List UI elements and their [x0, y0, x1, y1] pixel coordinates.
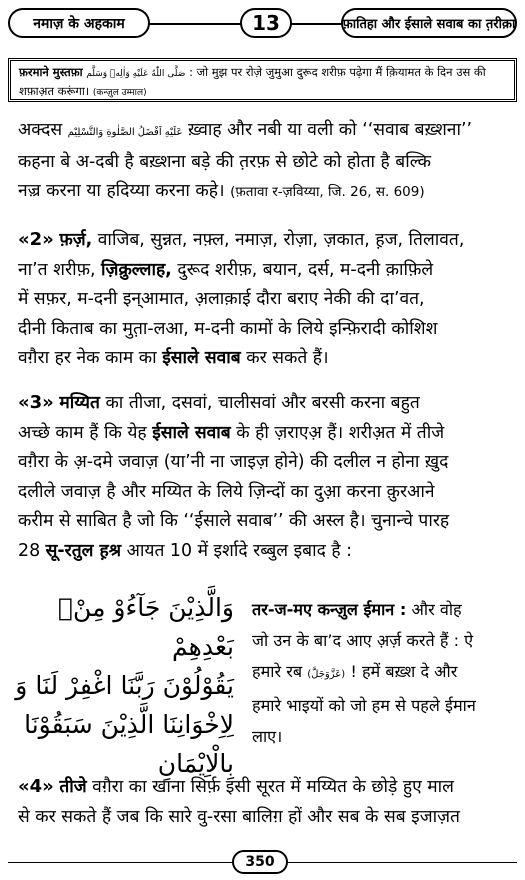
para2-line4: दीनी किताब का मुत़ा-लआ, म-दनी कामों के लिये इन्फ़िरादी कोशिश — [18, 318, 438, 339]
header-rule-right — [290, 23, 343, 25]
paragraph-1 — [18, 116, 508, 208]
para2-line3: में सफ़र, म-दनी इन्आमात, अ़लाक़ाई दौरा बराए नेकी की दा’वत, — [18, 289, 425, 310]
para3-number: «3» — [18, 392, 54, 413]
hadith-source: (कन्ज़ुल उम्माल) — [92, 88, 147, 98]
hadith-text: : जो मुझ पर रोज़े जुमुआ दुरूद शरीफ़ पढ़ेगा मैं क़ियामत के दिन उस की शफ़ाअ़त करूंगा। — [19, 65, 486, 98]
para1-reference: (फ़तावा र-ज़विय्या, जि. 26, स. 609) — [230, 184, 425, 201]
hadith-label: फ़रमाने मुस्तफ़ा — [19, 65, 83, 79]
para2-number: «2» — [18, 229, 54, 250]
para2-bold-3: ईसाले सवाब — [162, 348, 241, 369]
translation-honorific: (عَزَّوَجَلَّ) — [307, 669, 346, 680]
page-header — [8, 8, 517, 40]
para3-line6b: आयत 10 में इर्शादे रब्बुल इबाद है : — [126, 540, 352, 561]
para1-line2: कहना बे अ-दबी है बख़्शना बड़े की त़रफ़ से छोटे को होता है बल्कि — [18, 151, 431, 172]
quran-line-2: يَقُوْلُوْنَ رَبَّنَا اغْفِرْ لَنَا وَ — [15, 671, 234, 700]
para3-line2b: के ही ज़राएअ़ हैं। शरीअ़त में तीजे — [236, 422, 445, 443]
para3-line1: का तीजा, दसवां, चालीसवां और बरसी करना बहुत — [105, 393, 420, 413]
para3-line5: करीम से साबित है जो कि ‘‘ईसाले सवाब’’ की अस्ल है। चुनान्चे पारह — [18, 511, 450, 532]
para3-line3: वग़ैरा के अ़-दमे जवाज़ (या’नी ना जाइज़ होने) की दलील न होना ख़ुद — [18, 452, 449, 473]
para4-line2: से कर सकते हैं जब कि सारे वु-रसा बालिग़ हों और सब के सब इजाज़त — [18, 806, 460, 827]
para3-line2a: अच्छे काम हैं कि येह — [18, 422, 147, 443]
quran-line-1: وَالَّذِيْنَ جَآءُوْ مِنْۢ بَعْدِهِمْ — [58, 593, 234, 661]
para1-word: अक्दस — [18, 120, 63, 140]
para2-bold-2: ज़िक्रुल्लाह, — [101, 259, 172, 280]
para3-bold-1: मय्यित — [59, 393, 100, 413]
para2-line2b: दुरूद शरीफ़, बयान, दर्स, म-दनी क़ाफ़िले — [177, 259, 434, 280]
translation-line1: और वोह — [411, 600, 462, 619]
paragraph-4 — [18, 772, 508, 832]
quran-line-4: بِالْاِيْمَانِ — [157, 749, 234, 778]
translation-label: तर-ज-मए कन्ज़ुल ईमान : — [252, 600, 407, 619]
chapter-title: फ़ातिहा और ईसाले सवाब का त़रीक़ा — [341, 8, 517, 38]
para4-line1: वग़ैरा का खाना सिर्फ़ इसी सूरत में मय्यित के छोड़े हुए माल — [92, 777, 454, 797]
para3-line6a: 28 — [18, 540, 41, 561]
para4-number: «4» — [18, 776, 54, 797]
para2-bold-1: फ़र्ज़, — [59, 230, 93, 250]
para3-bold-2: ईसाले सवाब — [152, 422, 231, 443]
book-title: नमाज़ के अहकाम — [8, 8, 150, 38]
hadith-salutation: صَلَّى اللّٰهُ عَلَيْهِ وَاٰلِهٖ وَسَلَّم — [86, 69, 186, 79]
para1-salutation: عَلَيْهِ اَفْضَلُ الصَّلٰوةِ وَالتَّسْلِيْم — [67, 127, 183, 138]
para2-line5a: वग़ैरा हर नेक काम का — [18, 348, 157, 369]
para2-line2a: ना’त शरीफ़, — [18, 259, 96, 280]
header-rule-left — [148, 23, 242, 25]
hadith-box — [8, 58, 517, 102]
translation-line3a: हमारे रब — [252, 662, 303, 681]
para2-line1: वाजिब, सुन्नत, नफ़्ल, नमाज़, रोज़ा, ज़कात, ह़ज, तिलावत, — [97, 230, 465, 250]
quran-line-3: لِاِخْوَانِنَا الَّذِيْنَ سَبَقُوْنَا — [24, 710, 234, 739]
translation — [252, 594, 510, 752]
para3-line4: दलीले जवाज़ है और मय्यित के लिये ज़िन्दों का दुआ़ करना क़ुरआने — [18, 481, 435, 502]
para4-bold-1: तीजे — [59, 777, 87, 797]
paragraph-2 — [18, 225, 508, 374]
top-page-number: 13 — [240, 8, 292, 38]
translation-line4: हमारे भाइयों को जो हम से पहले ईमान — [252, 696, 476, 715]
translation-line3b: ! हमें बख़्श दे और — [350, 662, 458, 681]
para3-bold-3: सू-रतुल ह़श्र — [45, 540, 122, 561]
quran-verse — [14, 588, 234, 778]
paragraph-3 — [18, 388, 508, 567]
translation-line5: लाए। — [252, 727, 283, 746]
page-number: 350 — [232, 850, 288, 874]
translation-line2: जो उन के बा’द आए अ़र्ज़ करते हैं : ऐ — [252, 631, 474, 650]
para2-line5b: कर सकते हैं। — [246, 348, 329, 369]
para1-line3: नज़्र करना या हदिय्या करना कहे। — [18, 181, 225, 202]
para1-line1: ख़्वाह और नबी या वली को ‘‘सवाब बख़्शना’’ — [187, 120, 473, 140]
